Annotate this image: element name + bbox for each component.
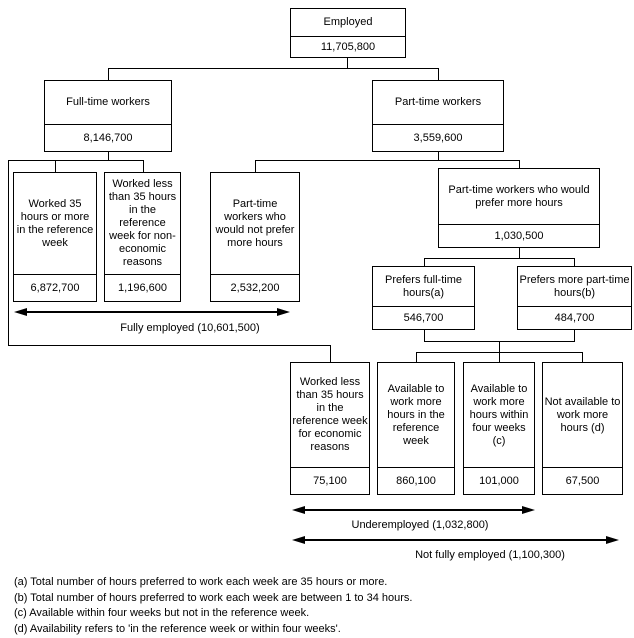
fully-employed-label: Fully employed (10,601,500) (120, 322, 260, 334)
node-label: Prefers full-time hours(a) (384, 273, 463, 299)
arrow-shaft (27, 311, 277, 313)
footnote: (c) Available within four weeks but not in the reference week. (14, 607, 310, 619)
connector-line (55, 160, 56, 172)
fully-employed-arrow (14, 306, 290, 317)
connector-line (574, 330, 575, 341)
node-value: 8,146,700 (45, 124, 171, 151)
not-fully-employed-arrow (292, 534, 619, 545)
node-label: Worked less than 35 hours in the reference week for economic reasons (292, 376, 368, 453)
footnote: (b) Total number of hours preferred to work each week are between 1 to 34 hours. (14, 591, 413, 604)
connector-line (108, 152, 109, 160)
node-label: Prefers more part-time hours(b) (519, 273, 630, 299)
node-pt-would-not-prefer (210, 172, 300, 302)
connector-line (8, 345, 330, 346)
node-employed (290, 8, 406, 58)
node-value: 1,030,500 (439, 224, 599, 247)
node-label: Not available to work more hours (d) (544, 395, 621, 434)
node-value: 484,700 (518, 306, 631, 329)
node-label: Part-time workers (394, 96, 482, 108)
node-label: Worked less than 35 hours in the reference week for non-economic reasons (108, 178, 177, 268)
node-label: Available to work more hours in the reference week (387, 382, 445, 447)
connector-line (416, 352, 417, 362)
node-available-four-weeks (463, 362, 535, 495)
connector-line (424, 258, 574, 259)
underemployed-label: Underemployed (1,032,800) (351, 519, 489, 531)
connector-line (330, 345, 331, 362)
arrowhead-right-icon (522, 506, 535, 514)
connector-line (499, 341, 500, 352)
node-value: 546,700 (373, 306, 474, 329)
node-value: 1,196,600 (105, 274, 180, 301)
node-worked-less-non-economic (104, 172, 181, 302)
node-worked-35-or-more (13, 172, 97, 302)
connector-line (438, 68, 439, 80)
footnote: (d) Availability refers to 'in the reference week or within four weeks'. (14, 622, 341, 635)
connector-line (424, 330, 425, 341)
footnotes (14, 575, 412, 637)
connector-line (143, 160, 144, 172)
node-value: 75,100 (291, 467, 369, 494)
node-available-ref-week (377, 362, 455, 495)
connector-line (519, 160, 520, 168)
arrowhead-right-icon (606, 536, 619, 544)
connector-line (108, 68, 109, 80)
node-value: 2,532,200 (211, 274, 299, 301)
connector-line (519, 248, 520, 258)
arrowhead-left-icon (14, 308, 27, 316)
node-label: Available to work more hours within four weeks (c) (469, 382, 529, 447)
arrowhead-right-icon (277, 308, 290, 316)
node-label: Part-time workers who would prefer more hours (448, 183, 590, 209)
node-label: Employed (323, 16, 373, 28)
arrow-shaft (305, 539, 606, 541)
node-prefers-more-part-time (517, 266, 632, 330)
node-prefers-full-time (372, 266, 475, 330)
arrowhead-left-icon (292, 506, 305, 514)
node-value: 101,000 (464, 467, 534, 494)
node-part-time-workers (372, 80, 504, 152)
node-pt-would-prefer (438, 168, 600, 248)
connector-line (424, 258, 425, 266)
underemployed-arrow (292, 504, 535, 515)
node-label: Full-time workers (66, 96, 150, 108)
connector-line (255, 160, 519, 161)
node-value: 860,100 (378, 467, 454, 494)
footnote: (a) Total number of hours preferred to work each week are 35 hours or more. (14, 576, 388, 588)
node-not-available (542, 362, 623, 495)
node-value: 67,500 (543, 467, 622, 494)
node-label: Part-time workers who would not prefer more hours (215, 197, 295, 249)
connector-line (347, 58, 348, 68)
arrowhead-left-icon (292, 536, 305, 544)
connector-line (8, 160, 9, 345)
node-worked-less-economic (290, 362, 370, 495)
node-value: 6,872,700 (14, 274, 96, 301)
node-full-time-workers (44, 80, 172, 152)
connector-line (438, 152, 439, 160)
connector-line (582, 352, 583, 362)
connector-line (108, 68, 438, 69)
arrow-shaft (305, 509, 522, 511)
connector-line (574, 258, 575, 266)
connector-line (8, 160, 143, 161)
not-fully-employed-label: Not fully employed (1,100,300) (415, 549, 565, 561)
node-value: 3,559,600 (373, 124, 503, 151)
connector-line (255, 160, 256, 172)
connector-line (499, 352, 500, 362)
node-label: Worked 35 hours or more in the reference week (16, 197, 94, 249)
node-value: 11,705,800 (291, 36, 405, 57)
